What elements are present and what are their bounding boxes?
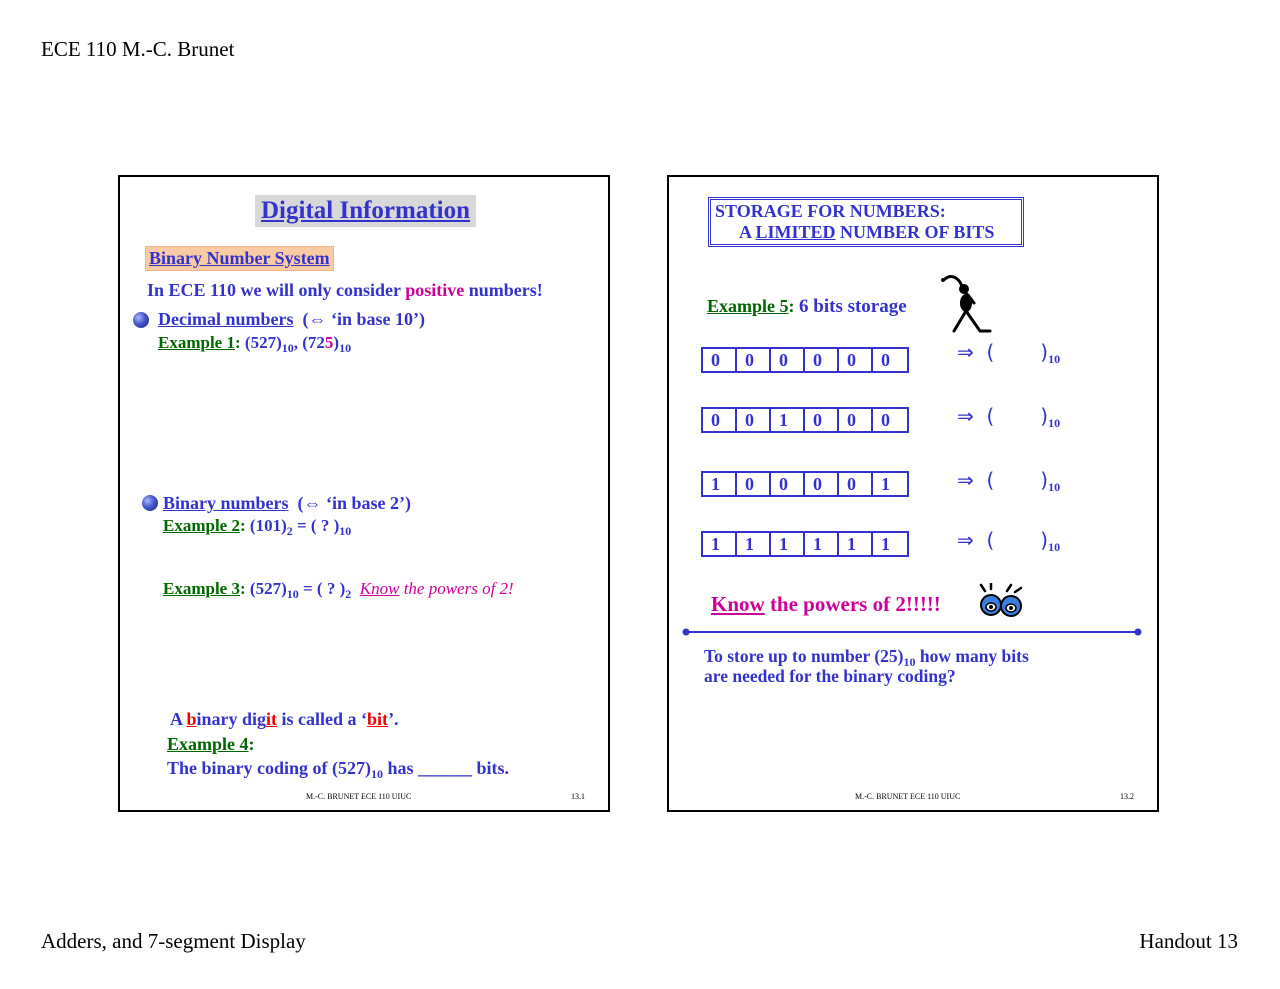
implies-arrow: ⇒ [957, 468, 974, 492]
bit-definition: A binary digit is called a ‘bit’. [170, 709, 399, 729]
title-line-2: A LIMITED NUMBER OF BITS [739, 222, 995, 242]
title-box [708, 197, 1024, 247]
bit-cell: 1 [771, 409, 805, 431]
example-1: Example 1: $(527)_{10}$, $(725)_{10}$ [158, 333, 352, 355]
storage-question-line-1: To store up to number $(25)_{10}$ how many bits [704, 646, 1029, 669]
intro-text: In ECE 110 we will only consider positive numbers! [147, 280, 543, 300]
footer-title: Adders, and 7-segment Display [41, 929, 306, 953]
conversion-result: ⇒ ( )$_{10}$ [957, 340, 1061, 366]
bit-cell: 0 [805, 473, 839, 495]
bit-cell: 0 [737, 473, 771, 495]
example-3: Example 3: $(527)_{10}$ = ( ? )$_2$ Know the powers of 2! [163, 579, 514, 601]
slide-storage-for-numbers [667, 175, 1159, 812]
bit-cell: 0 [771, 349, 805, 371]
bit-register [701, 531, 909, 557]
bit-cell: 1 [703, 473, 737, 495]
bit-cell: 0 [771, 473, 805, 495]
bit-cell: 0 [703, 409, 737, 431]
bit-cell: 0 [839, 349, 873, 371]
know-powers-note: Know the powers of 2!!!!! [711, 592, 941, 616]
bit-cell: 0 [881, 350, 890, 370]
stretching-figure-icon [940, 273, 1006, 335]
storage-question-line-2: are needed for the binary coding? [704, 666, 956, 686]
bit-register [701, 347, 909, 373]
bullet-sphere-icon [133, 312, 149, 328]
positive-word: positive [405, 280, 465, 300]
bit-cell: 0 [839, 473, 873, 495]
slide-digital-information [118, 175, 610, 812]
slide-page-number: 13.1 [571, 792, 585, 801]
conversion-result: ⇒ ( )$_{10}$ [957, 528, 1061, 554]
implies-arrow: ⇒ [957, 404, 974, 428]
bit-cell: 1 [839, 533, 873, 555]
bit-register [701, 471, 909, 497]
bit-cell: 1 [805, 533, 839, 555]
conversion-result: ⇒ ( )$_{10}$ [957, 404, 1061, 430]
divider-line [681, 627, 1143, 637]
googly-eyes-icon [979, 583, 1023, 621]
bit-cell: 0 [881, 410, 890, 430]
bit-cell: 1 [881, 474, 890, 494]
example-4-label: Example 4: [167, 734, 255, 754]
bit-register [701, 407, 909, 433]
bit-cell: 0 [805, 409, 839, 431]
title-line-1: STORAGE FOR NUMBERS: [715, 201, 946, 221]
bit-cell: 1 [703, 533, 737, 555]
slide-title: Digital Information [255, 195, 476, 227]
header-title: ECE 110 M.-C. Brunet [41, 37, 235, 61]
bit-cell: 1 [771, 533, 805, 555]
slide-footer-credit: M.-C. BRUNET ECE 110 UIUC [306, 792, 412, 801]
binary-numbers-line: Binary numbers (⇔ ‘in base 2’) [163, 493, 412, 513]
bit-cell: 0 [737, 409, 771, 431]
example-2: Example 2: $(101)_2$ = ( ? )$_{10}$ [163, 516, 352, 538]
example-5: Example 5: 6 bits storage [707, 296, 907, 317]
bit-cell: 0 [805, 349, 839, 371]
example-4-text: The binary coding of $(527)_{10}$ has ______ bits. [167, 758, 510, 781]
slide-page-number: 13.2 [1120, 792, 1134, 801]
implies-arrow: ⇒ [957, 528, 974, 552]
bit-cell: 1 [737, 533, 771, 555]
implies-arrow: ⇒ [957, 340, 974, 364]
section-heading: Binary Number System [145, 246, 334, 271]
handout-number: Handout 13 [1139, 929, 1238, 953]
slide-footer-credit: M.-C. BRUNET ECE 110 UIUC [855, 792, 961, 801]
bit-cell: 1 [881, 534, 890, 554]
bullet-sphere-icon [142, 495, 158, 511]
decimal-numbers-line: Decimal numbers (⇔ ‘in base 10’) [158, 309, 425, 329]
bit-cell: 0 [703, 349, 737, 371]
bit-cell: 0 [839, 409, 873, 431]
conversion-result: ⇒ ( )$_{10}$ [957, 468, 1061, 494]
bit-cell: 0 [737, 349, 771, 371]
